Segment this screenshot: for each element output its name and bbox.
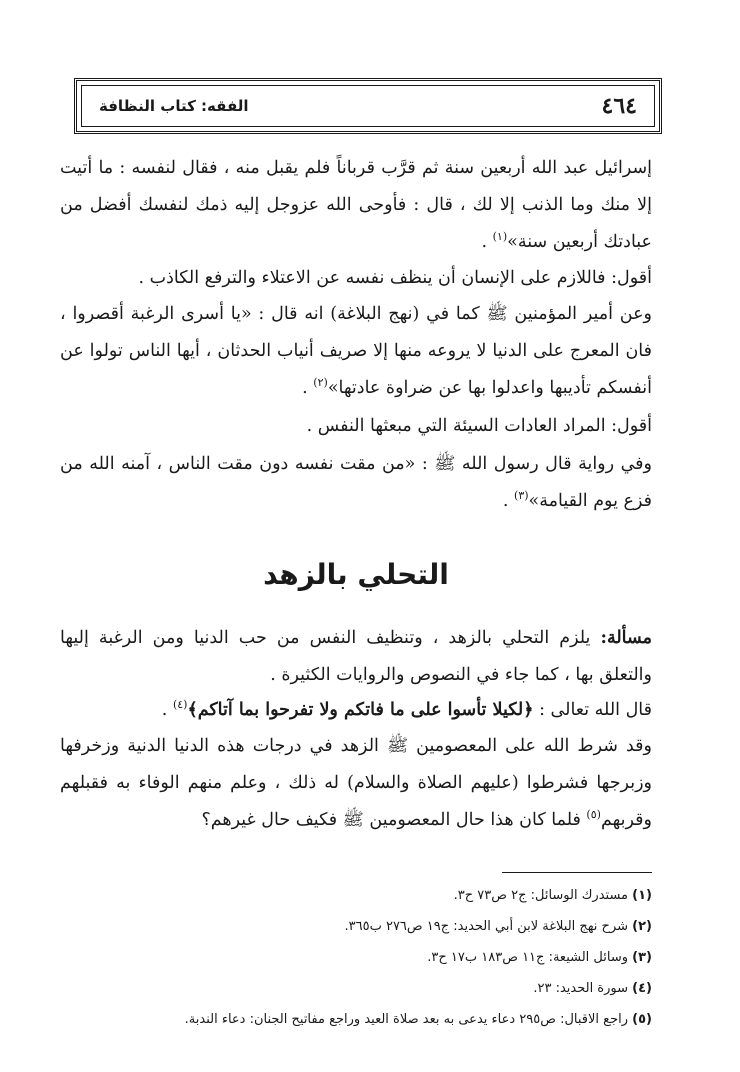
- footnote-ref-5: (٥): [586, 808, 601, 822]
- footnote-item: [60, 911, 652, 942]
- paragraph-6: [60, 620, 652, 694]
- footnote-number: (٤): [632, 981, 652, 996]
- paragraph-3-text: وعن أمير المؤمنين ﷺ كما في (نهج البلاغة) انه قال : «يا أسرى الرغبة أقصروا ، فان المعرج على الدنيا لا يروعه منها إلا صريف أنياب الحدثان ، أيها الناس تولوا عن أنفسكم تأديبها واعدلوا بها عن ضراوة عادتها»: [60, 304, 652, 398]
- paragraph-6-text: يلزم التحلي بالزهد ، وتنظيف النفس من حب الدنيا ومن الرغبة إليها والتعلق بها ، كما جاء في النصوص والروايات الكثيرة .: [60, 628, 652, 685]
- section-title: التحلي بالزهد: [263, 558, 449, 591]
- footnote-text: مستدرك الوسائل: ج٢ ص٧٣ ح٣.: [453, 888, 633, 903]
- paragraph-1-text: إسرائيل عبد الله أربعين سنة ثم قرَّب قرباناً فلم يقبل منه ، فقال لنفسه : ما أتيت إلا منك وما الذنب إلا لك ، قال : فأوحى الله عزوجل إليه ذمك لنفسك أفضل من عبادتك أربعين سنة»: [60, 158, 652, 252]
- paragraph-3: [60, 296, 652, 407]
- footnote-ref-1: (١): [492, 230, 508, 244]
- paragraph-8-text: وقد شرط الله على المعصومين ﷺ الزهد في درجات هذه الدنيا الدنية وزخرفها وزبرجها فشرطوا (عليهم الصلاة والسلام) له ذلك ، وعلم منهم الوفاء به فقبلهم وقربهم: [60, 736, 652, 830]
- paragraph-7-end: .: [161, 700, 173, 720]
- paragraph-2: [60, 260, 652, 297]
- footnote-text: سورة الحديد: ٢٣.: [533, 981, 633, 996]
- quran-quote: ﴿لكيلا تأسوا على ما فاتكم ولا تفرحوا بما آتاكم﴾: [187, 700, 534, 720]
- footnote-separator: [502, 872, 652, 873]
- footnote-item: [60, 973, 652, 1004]
- paragraph-1-end: .: [481, 232, 493, 252]
- footnote-ref-4: (٤): [172, 698, 188, 712]
- footnote-number: (٣): [632, 950, 652, 965]
- paragraph-1: [60, 150, 652, 261]
- page-header: [74, 78, 662, 134]
- paragraph-3-end: .: [302, 378, 314, 398]
- footnote-item: [60, 880, 652, 911]
- footnote-number: (٥): [632, 1012, 652, 1027]
- footnotes: [60, 880, 652, 1035]
- footnote-ref-2: (٢): [313, 376, 328, 390]
- paragraph-7: [60, 692, 652, 729]
- paragraph-8-end: فلما كان هذا حال المعصومين ﷺ فكيف حال غيرهم؟: [201, 810, 587, 830]
- paragraph-4: [60, 408, 652, 445]
- footnote-number: (٢): [632, 919, 652, 934]
- paragraph-7-intro: قال الله تعالى :: [533, 700, 652, 720]
- paragraph-5-end: .: [502, 491, 515, 511]
- paragraph-5: [60, 446, 652, 520]
- footnote-number: (١): [632, 888, 652, 903]
- footnote-ref-3: (٣): [514, 489, 529, 503]
- paragraph-5-text: وفي رواية قال رسول الله ﷺ : «من مقت نفسه دون مقت الناس ، آمنه الله من فزع يوم القيامة»: [60, 454, 652, 511]
- paragraph-2-text: أقول: فاللازم على الإنسان أن ينظف نفسه عن الاعتلاء والترفع الكاذب .: [138, 268, 652, 288]
- footnote-item: [60, 942, 652, 973]
- footnote-text: شرح نهج البلاغة لابن أبي الحديد: ج١٩ ص٢٧٦ ب٣٦٥.: [344, 919, 633, 934]
- page-number: ٤٦٤: [601, 93, 637, 119]
- footnote-text: وسائل الشيعة: ج١١ ص١٨٣ ب١٧ ح٣.: [427, 950, 633, 965]
- footnote-item: [60, 1004, 652, 1035]
- running-title: الفقه: كتاب النظافة: [99, 97, 249, 115]
- paragraph-4-text: أقول: المراد العادات السيئة التي مبعثها النفس .: [306, 416, 652, 436]
- issue-label: مسألة:: [600, 628, 652, 648]
- footnote-text: راجع الاقبال: ص٢٩٥ دعاء يدعى به بعد صلاة العيد وراجع مفاتيح الجنان: دعاء الندبة.: [184, 1012, 633, 1027]
- paragraph-8: [60, 728, 652, 839]
